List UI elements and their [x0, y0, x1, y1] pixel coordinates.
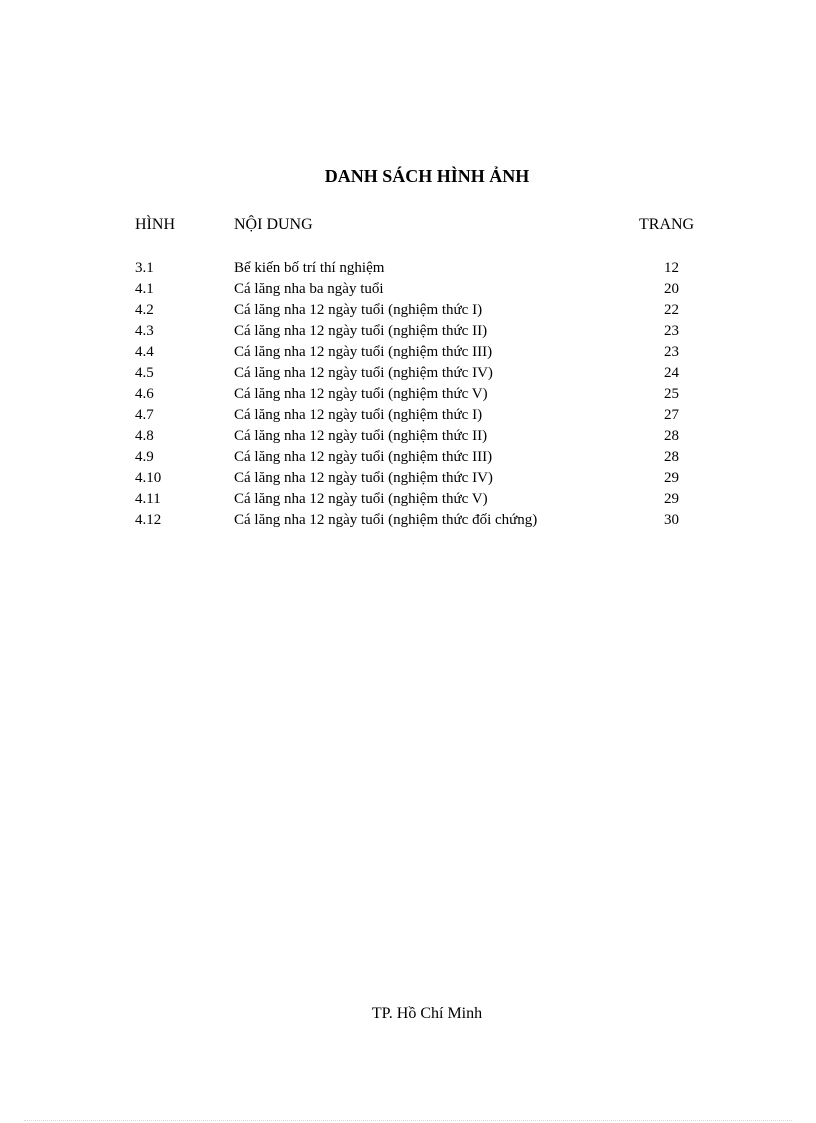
figure-description: Cá lăng nha 12 ngày tuổi (nghiệm thức III) — [234, 449, 493, 465]
figure-number: 3.1 — [135, 260, 154, 276]
figure-list — [0, 258, 816, 531]
figure-page: 12 — [664, 260, 679, 276]
list-item — [0, 363, 816, 384]
figure-page: 29 — [664, 491, 679, 507]
column-header-figure: HÌNH — [135, 216, 175, 233]
figure-description: Cá lăng nha 12 ngày tuổi (nghiệm thức V) — [234, 386, 488, 402]
figure-description: Cá lăng nha 12 ngày tuổi (nghiệm thức đối chứng) — [234, 512, 538, 528]
list-item — [0, 258, 816, 279]
list-item — [0, 279, 816, 300]
list-item — [0, 321, 816, 342]
figure-number: 4.5 — [135, 365, 154, 381]
list-item — [0, 489, 816, 510]
list-item — [0, 468, 816, 489]
figure-page: 23 — [664, 344, 679, 360]
figure-number: 4.2 — [135, 302, 154, 318]
figure-number: 4.8 — [135, 428, 154, 444]
page-bottom-divider — [24, 1120, 792, 1121]
figure-description: Cá lăng nha 12 ngày tuổi (nghiệm thức IV) — [234, 365, 493, 381]
figure-page: 28 — [664, 449, 679, 465]
figure-number: 4.12 — [135, 512, 162, 528]
column-header-page: TRANG — [639, 216, 695, 233]
figure-number: 4.11 — [135, 491, 161, 507]
list-item — [0, 384, 816, 405]
figure-number: 4.9 — [135, 449, 154, 465]
list-item — [0, 426, 816, 447]
figure-number: 4.7 — [135, 407, 154, 423]
figure-page: 27 — [664, 407, 679, 423]
list-item — [0, 342, 816, 363]
figure-description: Cá lăng nha 12 ngày tuổi (nghiệm thức IV) — [234, 470, 493, 486]
figure-page: 30 — [664, 512, 679, 528]
figure-description: Cá lăng nha 12 ngày tuổi (nghiệm thức I) — [234, 407, 483, 423]
figure-description: Cá lăng nha 12 ngày tuổi (nghiệm thức II) — [234, 428, 488, 444]
figure-page: 24 — [664, 365, 679, 381]
figure-description: Cá lăng nha 12 ngày tuổi (nghiệm thức I) — [234, 302, 483, 318]
list-item — [0, 510, 816, 531]
list-item — [0, 447, 816, 468]
column-header-content: NỘI DUNG — [234, 216, 313, 233]
page-title: DANH SÁCH HÌNH ẢNH — [324, 166, 530, 186]
figure-description: Cá lăng nha ba ngày tuổi — [234, 281, 384, 297]
figure-page: 23 — [664, 323, 679, 339]
figure-page: 28 — [664, 428, 679, 444]
list-item — [0, 405, 816, 426]
figure-number: 4.10 — [135, 470, 162, 486]
figure-page: 22 — [664, 302, 679, 318]
figure-number: 4.3 — [135, 323, 154, 339]
figure-number: 4.4 — [135, 344, 154, 360]
footer-location: TP. Hồ Chí Minh — [371, 1005, 483, 1022]
figure-description: Cá lăng nha 12 ngày tuổi (nghiệm thức V) — [234, 491, 488, 507]
list-item — [0, 300, 816, 321]
figure-description: Cá lăng nha 12 ngày tuổi (nghiệm thức II) — [234, 323, 488, 339]
figure-number: 4.6 — [135, 386, 154, 402]
figure-description: Bể kiến bố trí thí nghiệm — [234, 260, 385, 276]
figure-page: 20 — [664, 281, 679, 297]
figure-page: 29 — [664, 470, 679, 486]
figure-number: 4.1 — [135, 281, 154, 297]
figure-page: 25 — [664, 386, 679, 402]
figure-description: Cá lăng nha 12 ngày tuổi (nghiệm thức III) — [234, 344, 493, 360]
